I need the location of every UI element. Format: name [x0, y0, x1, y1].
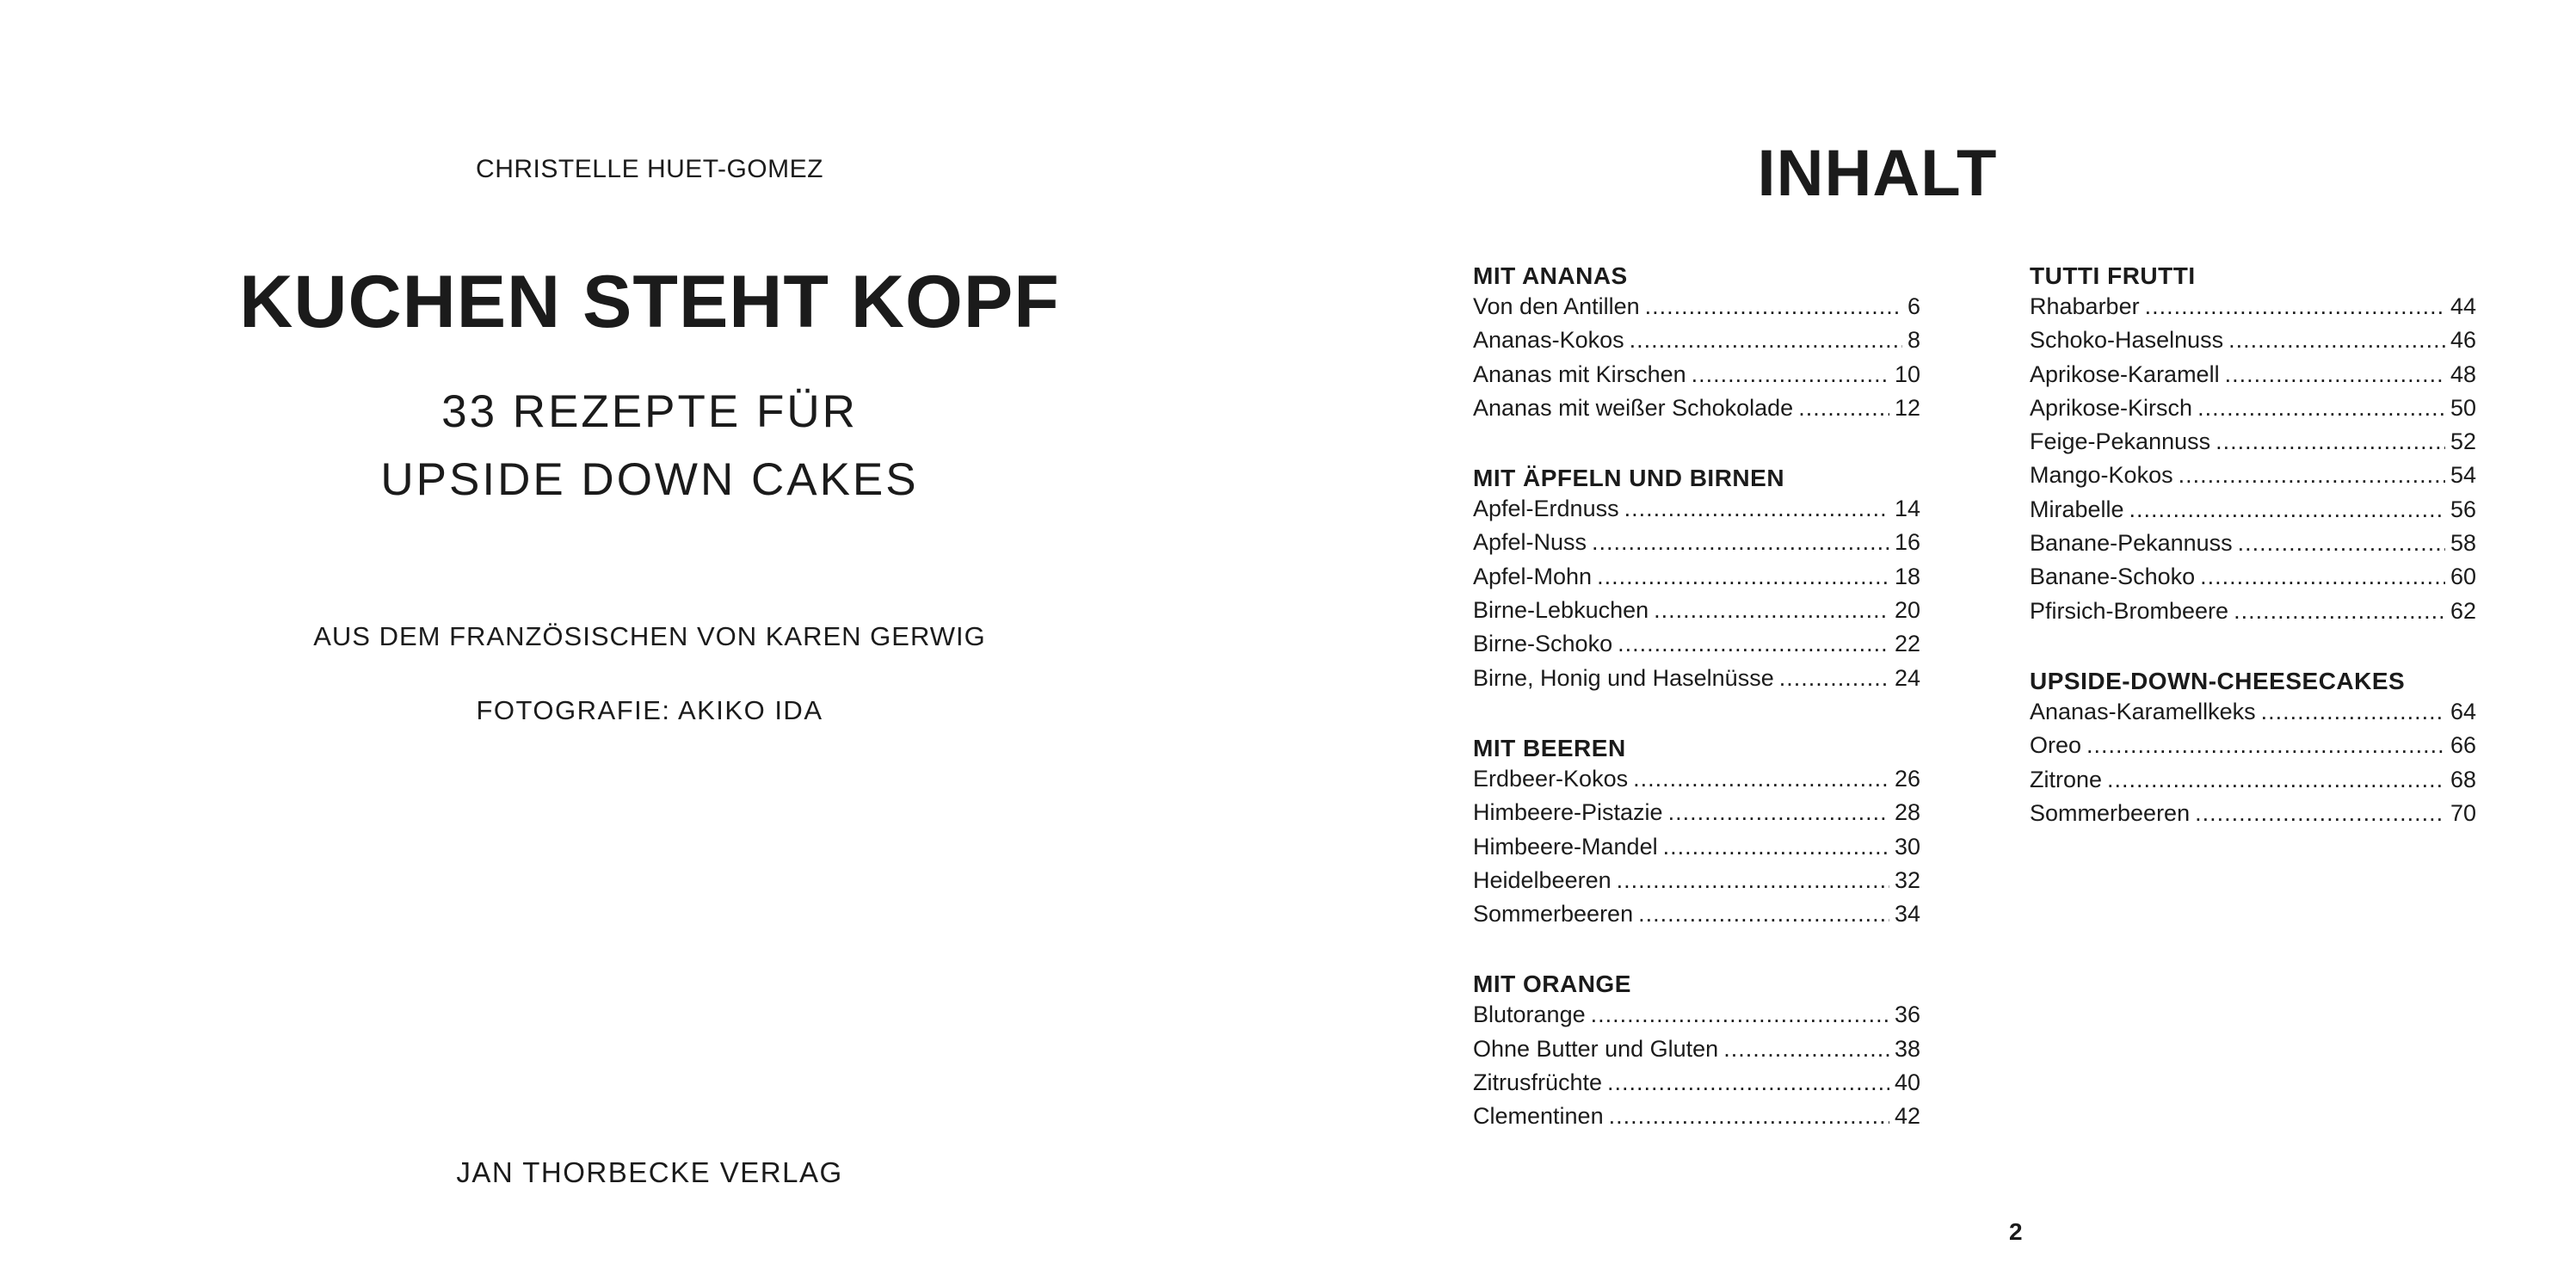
dot-leader	[1779, 662, 1889, 695]
toc-entry-page: 34	[1894, 901, 1920, 927]
toc-entry-name: Aprikose-Karamell	[2030, 361, 2220, 387]
toc-entry-page: 50	[2450, 394, 2476, 421]
toc-entry[interactable]	[2030, 425, 2476, 459]
toc-entry-name: Banane-Pekannuss	[2030, 530, 2233, 557]
toc-entry-name: Sommerbeeren	[1473, 901, 1634, 927]
dot-leader	[1609, 1100, 1889, 1133]
dot-leader	[1723, 1032, 1889, 1066]
toc-entry-name: Apfel-Nuss	[1473, 529, 1587, 556]
toc-entry-name: Mango-Kokos	[2030, 462, 2173, 489]
toc-entry-name: Feige-Pekannuss	[2030, 428, 2211, 455]
toc-entry-page: 14	[1894, 496, 1920, 522]
toc-section-title: MIT ÄPFELN UND BIRNEN	[1473, 465, 1785, 492]
toc-entry-name: Erdbeer-Kokos	[1473, 765, 1629, 792]
toc-entry-page: 12	[1894, 394, 1920, 421]
toc-entry-page: 42	[1894, 1103, 1920, 1130]
toc-column-right	[2030, 256, 2476, 864]
dot-leader	[1592, 526, 1889, 559]
toc-entry[interactable]	[1473, 391, 1920, 425]
toc-entry-name: Apfel-Mohn	[1473, 563, 1593, 589]
toc-entry-name: Mirabelle	[2030, 496, 2124, 522]
toc-entry-page: 6	[1907, 293, 1920, 319]
toc-entry-name: Pfirsich-Brombeere	[2030, 597, 2229, 624]
dot-leader	[1591, 998, 1889, 1032]
toc-entry[interactable]	[2030, 695, 2476, 729]
toc-entry[interactable]	[2030, 459, 2476, 492]
toc-entry[interactable]	[1473, 627, 1920, 661]
toc-entry-page: 24	[1894, 664, 1920, 691]
toc-entry-name: Birne-Lebkuchen	[1473, 597, 1649, 624]
toc-entry[interactable]	[2030, 324, 2476, 357]
toc-entry-name: Ananas-Kokos	[1473, 327, 1624, 354]
dot-leader	[2238, 527, 2445, 560]
toc-entry[interactable]	[2030, 493, 2476, 527]
book-title: KUCHEN STEHT KOPF	[239, 261, 1060, 343]
toc-entry[interactable]	[1473, 796, 1920, 829]
toc-entry-name: Himbeere-Mandel	[1473, 833, 1658, 860]
toc-entry-page: 52	[2450, 428, 2476, 455]
toc-section	[1473, 964, 1920, 1133]
photography-credit: FOTOGRAFIE: AKIKO IDA	[476, 695, 823, 725]
toc-section-title: MIT ANANAS	[1473, 262, 1628, 289]
dot-leader	[2215, 425, 2445, 459]
toc-entry-page: 26	[1894, 765, 1920, 792]
toc-entry[interactable]	[1473, 864, 1920, 897]
toc-entry-name: Oreo	[2030, 732, 2082, 759]
toc-entry[interactable]	[1473, 762, 1920, 796]
toc-entry-page: 40	[1894, 1069, 1920, 1096]
dot-leader	[1617, 864, 1889, 897]
dot-leader	[1633, 762, 1889, 796]
dot-leader	[1663, 830, 1889, 864]
toc-section	[2030, 256, 2476, 628]
dot-leader	[1798, 391, 1889, 425]
toc-section	[1473, 256, 1920, 425]
toc-entry-name: Schoko-Haselnuss	[2030, 327, 2224, 354]
toc-entry-page: 28	[1894, 799, 1920, 826]
toc-section-title: MIT BEEREN	[1473, 734, 1626, 761]
toc-entry-page: 62	[2450, 597, 2476, 624]
toc-entry-name: Rhabarber	[2030, 293, 2140, 319]
toc-entry[interactable]	[1473, 662, 1920, 695]
dot-leader	[1638, 897, 1889, 931]
toc-entry-name: Himbeere-Pistazie	[1473, 799, 1663, 826]
toc-entry-page: 54	[2450, 462, 2476, 489]
toc-entry[interactable]	[2030, 560, 2476, 594]
toc-entry-page: 36	[1894, 1001, 1920, 1028]
dot-leader	[2086, 729, 2445, 762]
toc-entry-page: 22	[1894, 631, 1920, 657]
toc-entry[interactable]	[1473, 594, 1920, 627]
toc-entry-name: Ananas mit Kirschen	[1473, 361, 1686, 387]
author-name: CHRISTELLE HUET-GOMEZ	[476, 155, 823, 183]
toc-entry[interactable]	[2030, 763, 2476, 797]
toc-column-left	[1473, 256, 1920, 1168]
toc-entry[interactable]	[2030, 290, 2476, 324]
toc-entry[interactable]	[1473, 492, 1920, 526]
toc-entry[interactable]	[2030, 527, 2476, 560]
dot-leader	[2234, 595, 2445, 628]
toc-entry-page: 58	[2450, 530, 2476, 557]
toc-entry[interactable]	[1473, 324, 1920, 357]
translator-credit: AUS DEM FRANZÖSISCHEN VON KAREN GERWIG	[313, 621, 986, 651]
toc-entry-name: Zitrusfrüchte	[1473, 1069, 1603, 1096]
subtitle-line-2: UPSIDE DOWN CAKES	[380, 454, 919, 505]
toc-entry[interactable]	[1473, 358, 1920, 391]
toc-entry[interactable]	[1473, 830, 1920, 864]
toc-entry-name: Ohne Butter und Gluten	[1473, 1035, 1719, 1062]
toc-entry-name: Ananas mit weißer Schokolade	[1473, 394, 1794, 421]
toc-entry-name: Apfel-Erdnuss	[1473, 496, 1619, 522]
toc-entry[interactable]	[2030, 391, 2476, 425]
dot-leader	[1624, 492, 1889, 526]
toc-entry-name: Aprikose-Kirsch	[2030, 394, 2193, 421]
toc-entry[interactable]	[1473, 1032, 1920, 1066]
dot-leader	[1692, 358, 1889, 391]
toc-entry[interactable]	[1473, 1100, 1920, 1133]
dot-leader	[2195, 797, 2445, 830]
toc-entry-page: 64	[2450, 698, 2476, 724]
toc-entry-name: Sommerbeeren	[2030, 799, 2191, 826]
dot-leader	[2225, 358, 2445, 391]
dot-leader	[2145, 290, 2445, 324]
dot-leader	[2107, 763, 2445, 797]
toc-entry-name: Clementinen	[1473, 1103, 1604, 1130]
dot-leader	[2129, 493, 2445, 527]
toc-section	[2030, 662, 2476, 830]
toc-entry-page: 48	[2450, 361, 2476, 387]
toc-entry-page: 30	[1894, 833, 1920, 860]
toc-entry-name: Zitrone	[2030, 766, 2103, 792]
publisher-name: JAN THORBECKE VERLAG	[456, 1156, 843, 1188]
toc-entry-name: Blutorange	[1473, 1001, 1586, 1028]
toc-entry-page: 38	[1894, 1035, 1920, 1062]
toc-section-title: MIT ORANGE	[1473, 971, 1631, 998]
dot-leader	[1654, 594, 1889, 627]
dot-leader	[2200, 560, 2445, 594]
dot-leader	[1630, 324, 1902, 357]
toc-entry[interactable]	[1473, 560, 1920, 594]
toc-entry-name: Birne-Schoko	[1473, 631, 1613, 657]
toc-entry-page: 68	[2450, 766, 2476, 792]
dot-leader	[1607, 1066, 1889, 1100]
toc-entry[interactable]	[1473, 897, 1920, 931]
toc-entry-page: 16	[1894, 529, 1920, 556]
toc-entry[interactable]	[2030, 729, 2476, 762]
subtitle-line-1: 33 REZEPTE FÜR	[441, 386, 858, 437]
dot-leader	[1597, 560, 1889, 594]
toc-entry-page: 66	[2450, 732, 2476, 759]
toc-entry-page: 20	[1894, 597, 1920, 624]
toc-entry-name: Heidelbeeren	[1473, 866, 1612, 893]
toc-entry-page: 8	[1907, 327, 1920, 354]
dot-leader	[2179, 459, 2445, 492]
toc-section	[1473, 459, 1920, 695]
toc-entry-page: 10	[1894, 361, 1920, 387]
toc-section-title: UPSIDE-DOWN-CHEESECAKES	[2030, 667, 2406, 694]
toc-entry[interactable]	[2030, 595, 2476, 628]
page-number: 2	[2009, 1218, 2023, 1245]
toc-entry-name: Birne, Honig und Haselnüsse	[1473, 664, 1774, 691]
toc-entry-page: 56	[2450, 496, 2476, 522]
toc-entry[interactable]	[1473, 526, 1920, 559]
toc-entry[interactable]	[2030, 797, 2476, 830]
toc-entry-name: Ananas-Karamellkeks	[2030, 698, 2256, 724]
toc-section	[1473, 729, 1920, 931]
toc-entry-page: 44	[2450, 293, 2476, 319]
toc-entry-page: 70	[2450, 799, 2476, 826]
toc-entry[interactable]	[1473, 1066, 1920, 1100]
dot-leader	[2261, 695, 2445, 729]
dot-leader	[1645, 290, 1902, 324]
toc-entry-page: 60	[2450, 564, 2476, 590]
toc-section-title: TUTTI FRUTTI	[2030, 262, 2196, 289]
contents-heading: INHALT	[1757, 137, 1998, 210]
toc-entry-page: 32	[1894, 866, 1920, 893]
toc-entry[interactable]	[2030, 358, 2476, 391]
dot-leader	[2197, 391, 2445, 425]
dot-leader	[1618, 627, 1889, 661]
toc-entry-name: Von den Antillen	[1473, 293, 1640, 319]
toc-entry-page: 46	[2450, 327, 2476, 354]
toc-entry[interactable]	[1473, 998, 1920, 1032]
toc-entry[interactable]	[1473, 290, 1920, 324]
toc-entry-name: Banane-Schoko	[2030, 564, 2196, 590]
dot-leader	[1668, 796, 1889, 829]
toc-entry-page: 18	[1894, 563, 1920, 589]
dot-leader	[2228, 324, 2445, 357]
